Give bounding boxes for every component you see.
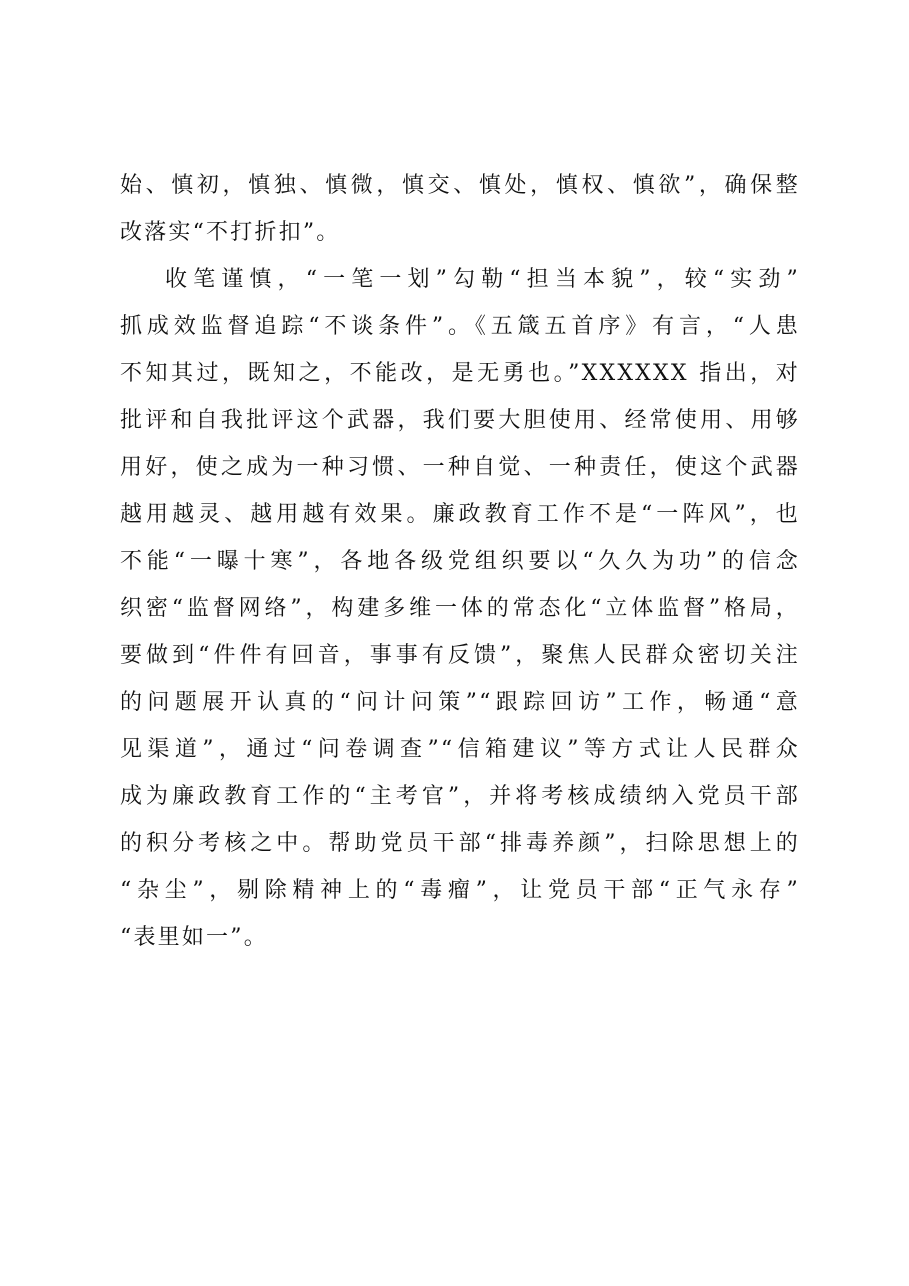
paragraph-2-line-14: “杂尘”，剔除精神上的“毒瘤”，让党员干部“正气永存” — [120, 878, 800, 903]
paragraph-2-line-8: 织密“监督网络”，构建多维一体的常态化“立体监督”格局， — [120, 596, 800, 621]
paragraph-2-line-7: 不能“一曝十寒”，各地各级党组织要以“久久为功”的信念 — [120, 549, 800, 574]
paragraph-2-line-2: 抓成效监督追踪“不谈条件”。《五箴五首序》有言，“人患 — [120, 314, 800, 339]
paragraph-2-line-1: 收笔谨慎，“一笔一划”勾勒“担当本貌”，较“实劲” — [165, 267, 800, 292]
paragraph-2-line-11: 见渠道”，通过“问卷调查”“信箱建议”等方式让人民群众 — [120, 737, 800, 762]
paragraph-2-line-13: 的积分考核之中。帮助党员干部“排毒养颜”，扫除思想上的 — [120, 831, 800, 856]
paragraph-2-line-3: 不知其过，既知之，不能改，是无勇也。”XXXXXX 指出，对 — [120, 361, 800, 386]
paragraph-2-line-4: 批评和自我批评这个武器，我们要大胆使用、经常使用、用够 — [120, 408, 800, 433]
paragraph-2-line-15: “表里如一”。 — [120, 925, 268, 950]
paragraph-2-line-9: 要做到“件件有回音，事事有反馈”，聚焦人民群众密切关注 — [120, 643, 800, 668]
paragraph-2-line-5: 用好，使之成为一种习惯、一种自觉、一种责任，使这个武器 — [120, 455, 800, 480]
paragraph-2-line-12: 成为廉政教育工作的“主考官”，并将考核成绩纳入党员干部 — [120, 784, 800, 809]
paragraph-2-line-6: 越用越灵、越用越有效果。廉政教育工作不是“一阵风”，也 — [120, 502, 800, 527]
paragraph-1-line-1: 始、慎初，慎独、慎微，慎交、慎处，慎权、慎欲”，确保整 — [120, 173, 800, 198]
paragraph-1-line-2: 改落实“不打折扣”。 — [120, 220, 341, 245]
paragraph-2-line-10: 的问题展开认真的“问计问策”“跟踪回访”工作，畅通“意 — [120, 690, 800, 715]
